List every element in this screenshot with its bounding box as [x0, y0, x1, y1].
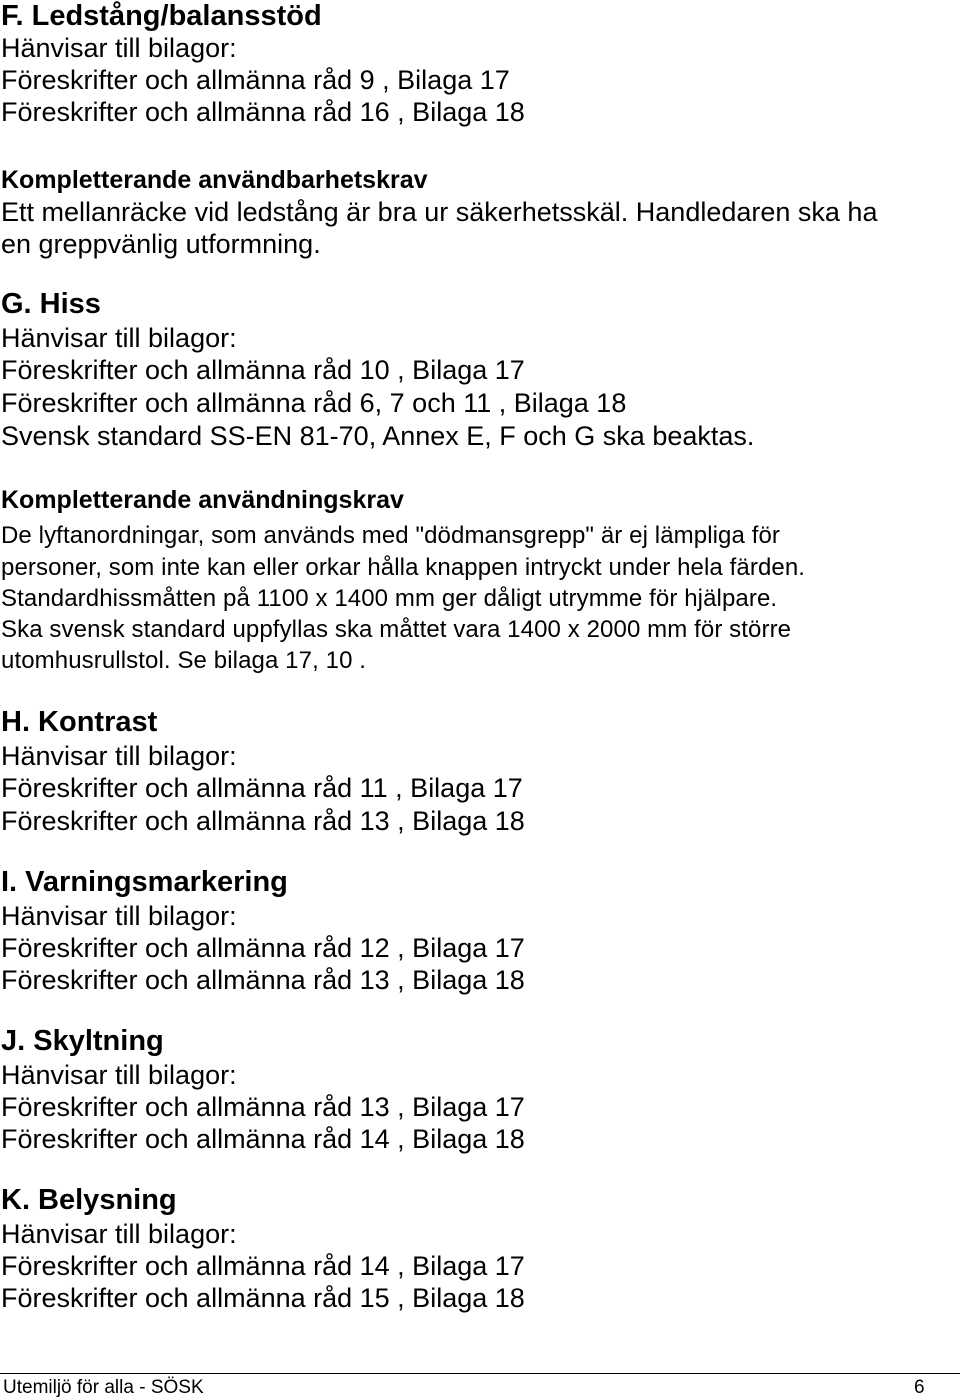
section-heading-h: H. Kontrast — [1, 706, 158, 738]
section-g-text-1: De lyftanordningar, som används med "dödmansgrepp" är ej lämpliga för — [1, 522, 781, 549]
section-k-ref-label: Hänvisar till bilagor: — [1, 1219, 237, 1249]
section-i-ref-label: Hänvisar till bilagor: — [1, 901, 237, 931]
section-heading-k: K. Belysning — [1, 1184, 177, 1216]
section-g-text-4: Ska svensk standard uppfyllas ska måttet vara 1400 x 2000 mm för större — [1, 616, 792, 643]
section-i-ref-2: Föreskrifter och allmänna råd 13 , Bilaga 18 — [1, 965, 525, 995]
section-j-ref-2: Föreskrifter och allmänna råd 14 , Bilaga 18 — [1, 1124, 525, 1154]
section-g-ref-2: Föreskrifter och allmänna råd 6, 7 och 11 , Bilaga 18 — [1, 388, 627, 418]
section-k-ref-2: Föreskrifter och allmänna råd 15 , Bilaga 18 — [1, 1283, 525, 1313]
footer-divider — [0, 1373, 960, 1374]
section-i-ref-1: Föreskrifter och allmänna råd 12 , Bilaga 17 — [1, 933, 525, 963]
section-h-ref-1: Föreskrifter och allmänna råd 11 , Bilaga 17 — [1, 773, 523, 803]
section-g-text-3: Standardhissmåtten på 1100 x 1400 mm ger dåligt utrymme för hjälpare. — [1, 585, 778, 612]
section-g-text-5: utomhusrullstol. Se bilaga 17, 10 . — [1, 647, 367, 674]
page-number: 6 — [914, 1377, 925, 1398]
section-f-text-2: en greppvänlig utformning. — [1, 229, 321, 259]
section-f-text-1: Ett mellanräcke vid ledstång är bra ur säkerhetsskäl. Handledaren ska ha — [1, 197, 878, 227]
section-h-ref-label: Hänvisar till bilagor: — [1, 741, 237, 771]
section-j-ref-label: Hänvisar till bilagor: — [1, 1060, 237, 1090]
section-heading-g: G. Hiss — [1, 288, 101, 320]
section-g-subheading: Kompletterande användningskrav — [1, 486, 404, 514]
section-g-ref-label: Hänvisar till bilagor: — [1, 323, 237, 353]
section-g-text-2: personer, som inte kan eller orkar hålla knappen intryckt under hela färden. — [1, 554, 806, 581]
section-heading-j: J. Skyltning — [1, 1025, 164, 1057]
section-f-ref-2: Föreskrifter och allmänna råd 16 , Bilaga 18 — [1, 97, 525, 127]
footer-title: Utemiljö för alla - SÖSK — [3, 1377, 204, 1398]
section-g-ref-3: Svensk standard SS-EN 81-70, Annex E, F och G ska beaktas. — [1, 421, 755, 451]
section-f-ref-1: Föreskrifter och allmänna råd 9 , Bilaga 17 — [1, 65, 510, 95]
section-f-subheading: Kompletterande användbarhetskrav — [1, 166, 428, 194]
section-h-ref-2: Föreskrifter och allmänna råd 13 , Bilaga 18 — [1, 806, 525, 836]
section-g-ref-1: Föreskrifter och allmänna råd 10 , Bilaga 17 — [1, 355, 525, 385]
section-heading-f: F. Ledstång/balansstöd — [1, 0, 322, 32]
section-k-ref-1: Föreskrifter och allmänna råd 14 , Bilaga 17 — [1, 1251, 525, 1281]
section-j-ref-1: Föreskrifter och allmänna råd 13 , Bilaga 17 — [1, 1092, 525, 1122]
section-f-ref-label: Hänvisar till bilagor: — [1, 33, 237, 63]
section-heading-i: I. Varningsmarkering — [1, 866, 288, 898]
